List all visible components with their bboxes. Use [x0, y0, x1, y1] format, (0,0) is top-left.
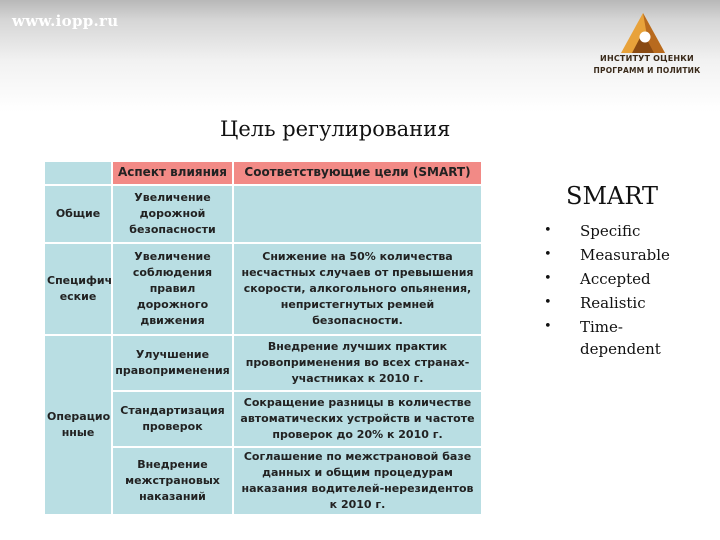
smart-title: SMART [566, 182, 659, 210]
list-item [540, 314, 690, 360]
site-url[interactable]: www.iopp.ru [12, 12, 119, 30]
logo-text-line2: ПРОГРАММ И ПОЛИТИК [593, 66, 701, 75]
aspect-cell: Увеличение соблюдения правил дорожного движения [112, 243, 233, 335]
table-header-aspect: Аспект влияния [112, 161, 233, 185]
institute-logo [582, 12, 712, 80]
table-row [44, 335, 482, 391]
aspect-cell: Внедрение межстрановых наказаний [112, 447, 233, 515]
bullet: • [544, 319, 552, 334]
list-item [540, 242, 690, 266]
list-item [540, 266, 690, 290]
smart-item-text: Specific [580, 222, 641, 240]
goal-cell: Снижение на 50% количества несчастных случаев от превышения скорости, алкогольного опьянения, непристегнутых ремней безопасности. [233, 243, 482, 335]
aspect-cell: Увеличение дорожной безопасности [112, 185, 233, 243]
table-header-empty [44, 161, 112, 185]
goal-cell: Соглашение по межстрановой базе данных и общим процедурам наказания водителей-нерезидентов к 2010 г. [233, 447, 482, 515]
smart-item-text: Time-dependent [580, 318, 661, 358]
bullet: • [544, 247, 552, 262]
smart-list [540, 218, 690, 360]
table-row [44, 243, 482, 335]
smart-item-text: Accepted [580, 270, 651, 288]
goal-cell: Внедрение лучших практик провоприменения во всех странах-участниках к 2010 г. [233, 335, 482, 391]
category-cell: Специфич еские [44, 243, 112, 335]
goal-cell [233, 185, 482, 243]
bullet: • [544, 271, 552, 286]
list-item [540, 218, 690, 242]
bullet: • [544, 295, 552, 310]
page-title: Цель регулирования [220, 117, 451, 141]
smart-item-text: Measurable [580, 246, 670, 264]
header-banner [0, 0, 720, 112]
category-cell: Операцио нные [44, 335, 112, 515]
bullet: • [544, 223, 552, 238]
list-item [540, 290, 690, 314]
logo-triangle-icon [620, 12, 666, 54]
logo-text-line1: ИНСТИТУТ ОЦЕНКИ [600, 54, 694, 63]
aspect-cell: Улучшение правоприменения [112, 335, 233, 391]
table-header-goals: Соответствующие цели (SMART) [233, 161, 482, 185]
category-cell: Общие [44, 185, 112, 243]
smart-item-text: Realistic [580, 294, 646, 312]
goals-table [43, 160, 483, 516]
table-row [44, 185, 482, 243]
goal-cell: Сокращение разницы в количестве автоматических устройств и частоте проверок до 20% к 2010 г. [233, 391, 482, 447]
aspect-cell: Стандартизация проверок [112, 391, 233, 447]
table-header-row [44, 161, 482, 185]
